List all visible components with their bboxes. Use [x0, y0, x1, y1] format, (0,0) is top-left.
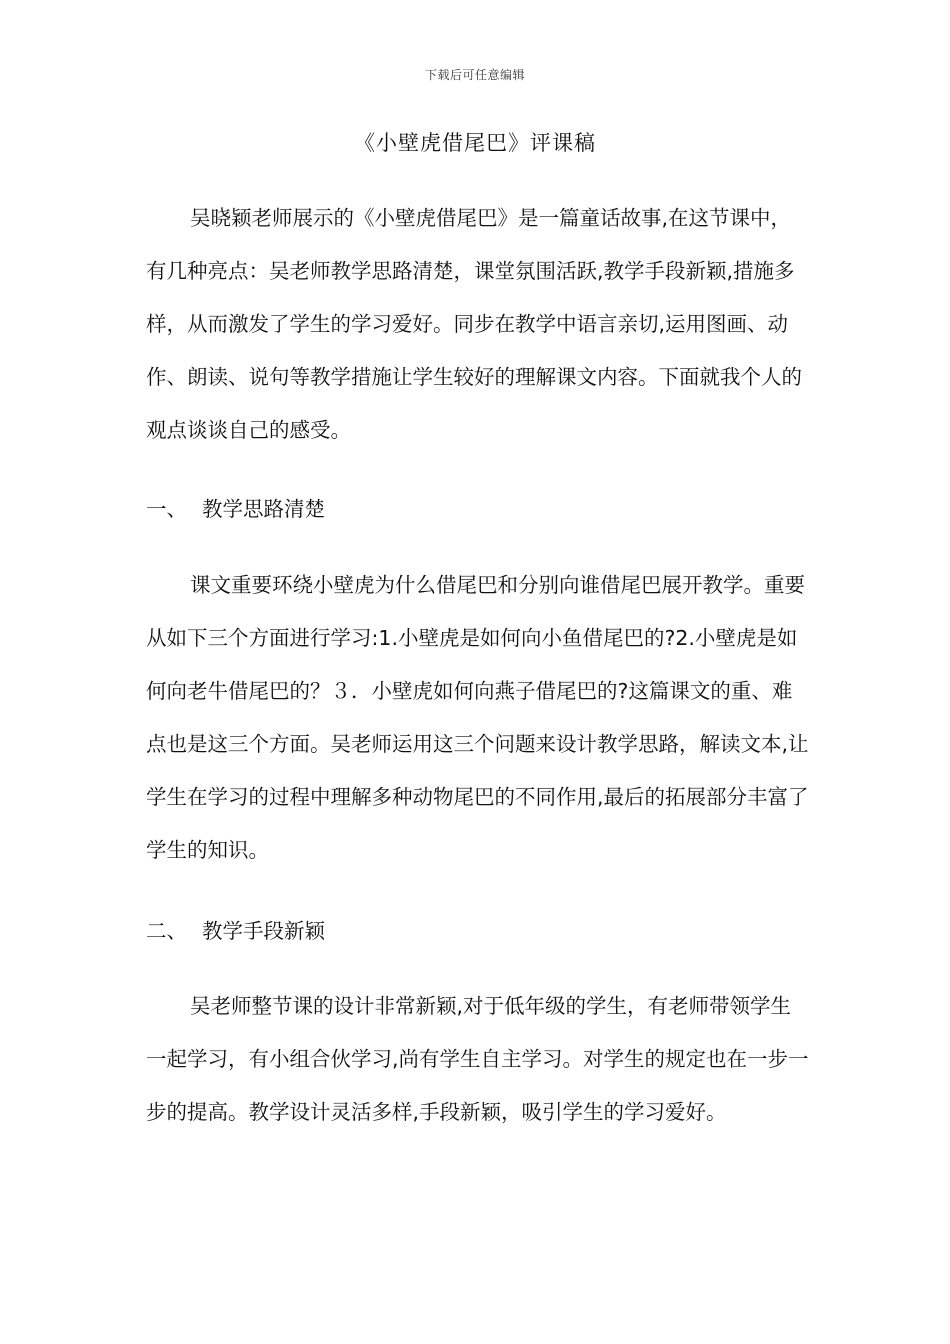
section-1-paragraph: 课文重要环绕小壁虎为什么借尾巴和分别向谁借尾巴展开教学。重要从如下三个方面进行学习:1.小壁虎是如何向小鱼借尾巴的?2.小壁虎是如何向老牛借尾巴的？３．小壁虎如何向燕子借尾巴的?这篇课文的重、难点也是这三个方面。吴老师运用这三个问题来设计教学思路，解读文本,让学生在学习的过程中理解多种动物尾巴的不同作用,最后的拓展部分丰富了学生的知识。 — [146, 573, 809, 862]
section-number-1: 一、 — [146, 497, 187, 521]
header-note: 下载后可任意编辑 — [424, 68, 525, 82]
section-2-paragraph: 吴老师整节课的设计非常新颖,对于低年级的学生，有老师带领学生一起学习，有小组合伙学习,尚有学生自主学习。对学生的规定也在一步一步的提高。教学设计灵活多样,手段新颖，吸引学生的学习爱好。 — [146, 994, 809, 1124]
section-title-1: 教学思路清楚 — [202, 497, 325, 521]
intro-paragraph: 吴晓颖老师展示的《小壁虎借尾巴》是一篇童话故事,在这节课中，有几种亮点：吴老师教学思路清楚，课堂氛围活跃,教学手段新颖,措施多样，从而激发了学生的学习爱好。同步在教学中语言亲切,运用图画、动作、朗读、说句等教学措施让学生较好的理解课文内容。下面就我个人的观点谈谈自己的感受。 — [146, 206, 802, 442]
section-number-2: 二、 — [146, 919, 187, 943]
section-title-2: 教学手段新颖 — [202, 919, 325, 943]
document-title: 《小壁虎借尾巴》评课稿 — [354, 131, 596, 155]
section-heading-1 — [146, 494, 325, 524]
section-heading-2 — [146, 916, 325, 946]
